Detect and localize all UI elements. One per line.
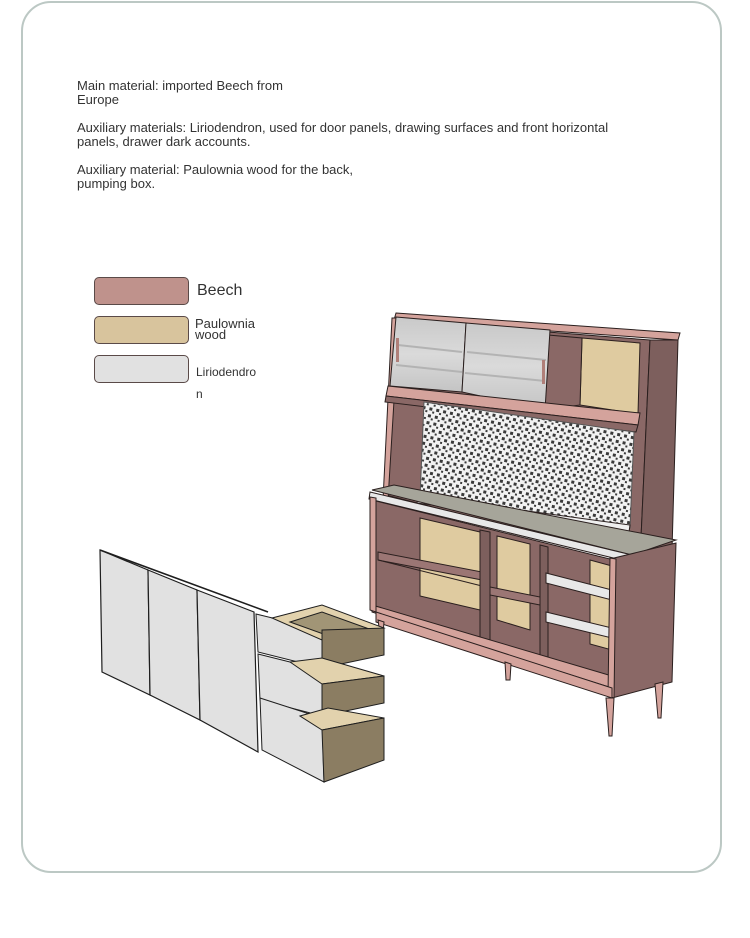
liriodendron-label-line1: Liriodendro — [196, 365, 257, 379]
liriodendron-label-line2: n — [196, 387, 203, 401]
paulownia-line2: pumping box. — [77, 175, 156, 191]
paulownia-label-line2: wood — [195, 327, 227, 342]
liriodendron-line1: Auxiliary materials: Liriodendron, used for door panels, drawing surfaces and front horizontal — [77, 120, 609, 135]
main-material-line1: Main material: imported Beech from — [77, 78, 283, 93]
paulownia-line1: Auxiliary material: Paulownia wood for the back, — [77, 162, 354, 177]
exploded-door-panels — [100, 550, 268, 752]
main-material-line2: Europe — [77, 91, 119, 107]
liriodendron-line2: panels, drawer dark accounts. — [77, 133, 251, 149]
paulownia-label-line1: Paulownia — [195, 316, 255, 331]
exploded-drawers — [256, 605, 384, 782]
legend-label-beech: Beech — [197, 282, 243, 299]
